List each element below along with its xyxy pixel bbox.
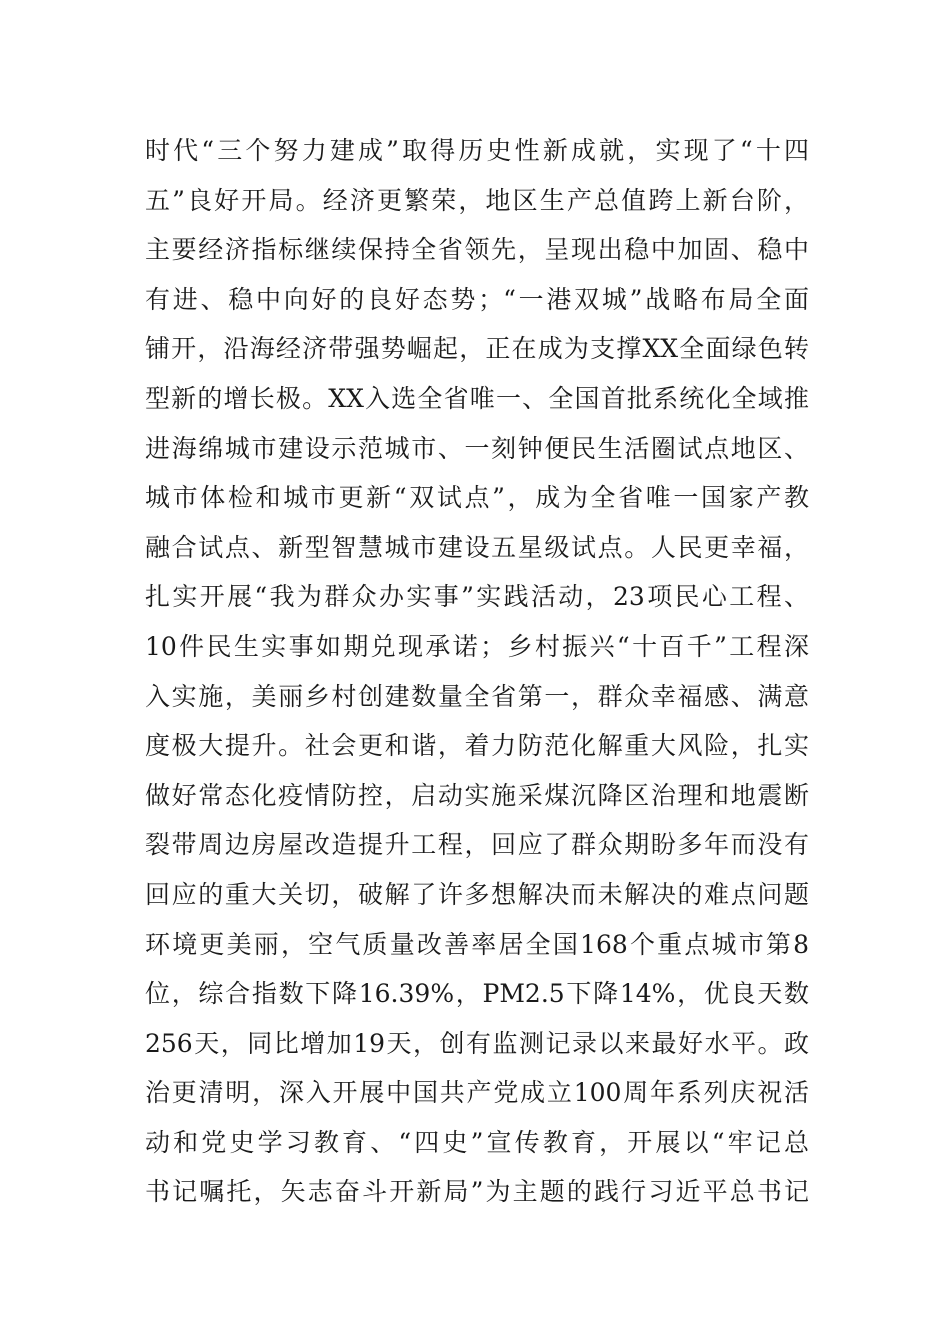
text-line: 环境更美丽，空气质量改善率居全国168个重点城市第8 xyxy=(145,929,809,959)
text-line: 型新的增长极。XX入选全省唯一、全国首批系统化全域推 xyxy=(145,383,809,413)
body-paragraph xyxy=(145,126,809,1217)
text-line: 城市体检和城市更新“双试点”，成为全省唯一国家产教 xyxy=(145,483,809,513)
text-line: 治更清明，深入开展中国共产党成立100周年系列庆祝活 xyxy=(145,1078,809,1108)
text-line: 度极大提升。社会更和谐，着力防范化解重大风险，扎实 xyxy=(145,731,809,761)
text-line: 铺开，沿海经济带强势崛起，正在成为支撑XX全面绿色转 xyxy=(145,334,809,364)
text-line: 位，综合指数下降16.39%，PM2.5下降14%，优良天数 xyxy=(145,979,809,1009)
text-line: 扎实开展“我为群众办实事”实践活动，23项民心工程、 xyxy=(145,582,809,612)
text-line: 书记嘱托，矢志奋斗开新局”为主题的践行习近平总书记 xyxy=(145,1177,809,1207)
text-line: 融合试点、新型智慧城市建设五星级试点。人民更幸福， xyxy=(145,532,809,562)
text-line: 动和党史学习教育、“四史”宣传教育，开展以“牢记总 xyxy=(145,1127,809,1157)
text-line: 回应的重大关切，破解了许多想解决而未解决的难点问题 xyxy=(145,879,809,909)
text-line: 有进、稳中向好的良好态势；“一港双城”战略布局全面 xyxy=(145,284,809,314)
text-line: 进海绵城市建设示范城市、一刻钟便民生活圈试点地区、 xyxy=(145,433,809,463)
text-line: 256天，同比增加19天，创有监测记录以来最好水平。政 xyxy=(145,1028,809,1058)
text-line: 做好常态化疫情防控，启动实施采煤沉降区治理和地震断 xyxy=(145,780,809,810)
text-line: 五”良好开局。经济更繁荣，地区生产总值跨上新台阶， xyxy=(145,185,809,215)
text-line: 裂带周边房屋改造提升工程，回应了群众期盼多年而没有 xyxy=(145,830,809,860)
text-line: 10件民生实事如期兑现承诺；乡村振兴“十百千”工程深 xyxy=(145,631,809,661)
text-line: 入实施，美丽乡村创建数量全省第一，群众幸福感、满意 xyxy=(145,681,809,711)
text-line: 时代“三个努力建成”取得历史性新成就，实现了“十四 xyxy=(145,136,809,165)
text-line: 主要经济指标继续保持全省领先，呈现出稳中加固、稳中 xyxy=(145,235,809,265)
